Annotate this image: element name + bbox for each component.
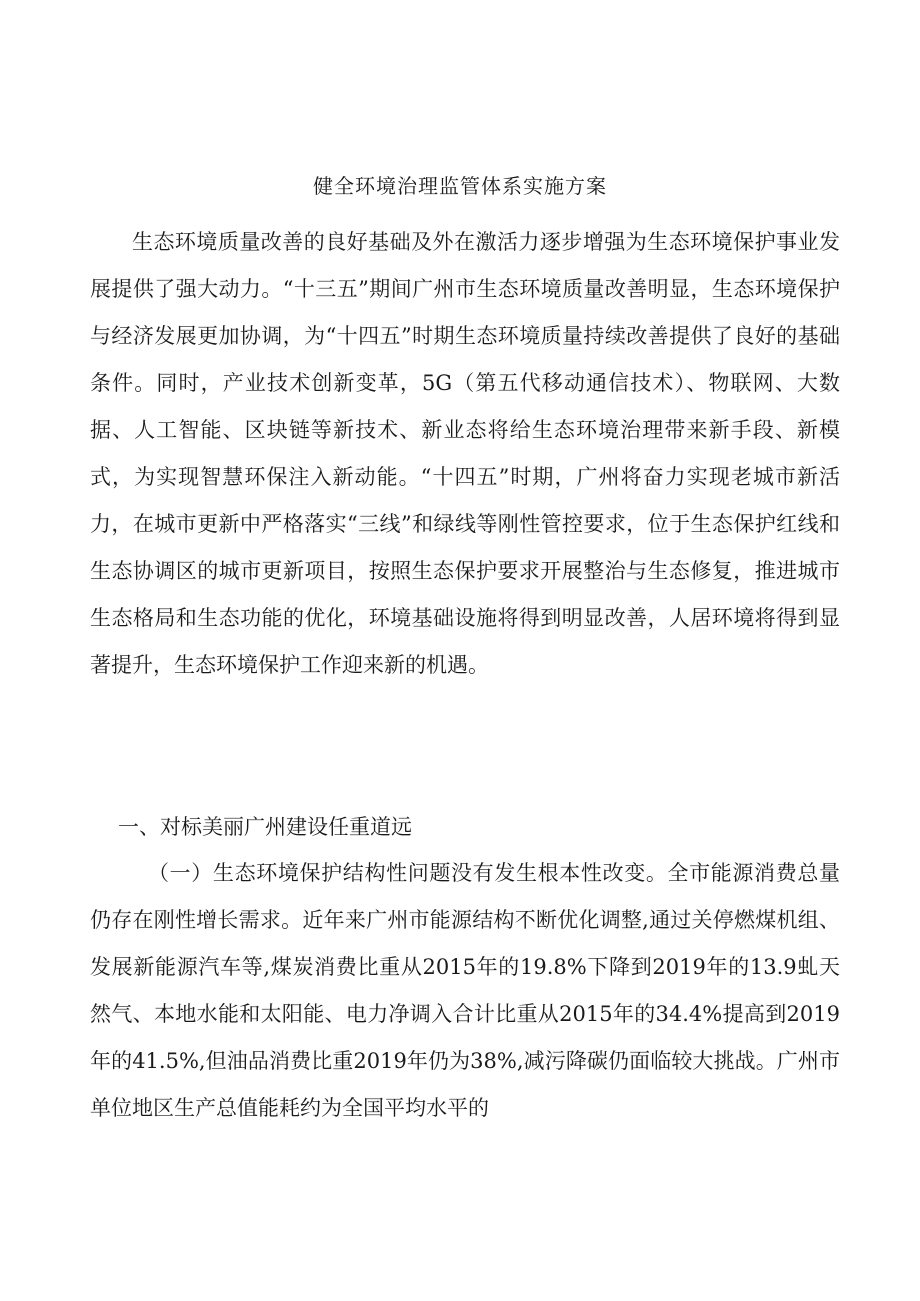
section-heading: 一、对标美丽广州建设任重道远	[118, 815, 412, 839]
section-paragraph: （一）生态环境保护结构性问题没有发生根本性改变。全市能源消费总量仍存在刚性增长需求。近年来广州市能源结构不断优化调整,通过关停燃煤机组、发展新能源汽车等,煤炭消费比重从2015年的19.8%下降到2019年的13.9虬天然气、本地水能和太阳能、电力净调入合计比重从2015年的34.4%提高到2019年的41.5%,但油品消费比重2019年仍为38%,减污降碳仍面临较大挑战。广州市单位地区生产总值能耗约为全国平均水平的	[90, 861, 840, 1120]
intro-paragraph: 生态环境质量改善的良好基础及外在激活力逐步增强为生态环境保护事业发展提供了强大动力。“十三五”期间广州市生态环境质量改善明显，生态环境保护与经济发展更加协调，为“十四五”时期生态环境质量持续改善提供了良好的基础条件。同时，产业技术创新变革，5G（第五代移动通信技术）、物联网、大数据、人工智能、区块链等新技术、新业态将给生态环境治理带来新手段、新模式，为实现智慧环保注入新动能。“十四五”时期，广州将奋力实现老城市新活力，在城市更新中严格落实“三线”和绿线等刚性管控要求，位于生态保护红线和生态协调区的城市更新项目，按照生态保护要求开展整治与生态修复，推进城市生态格局和生态功能的优化，环境基础设施将得到明显改善，人居环境将得到显著提升，生态环境保护工作迎来新的机遇。	[90, 230, 840, 677]
document-title: 健全环境治理监管体系实施方案	[313, 174, 607, 198]
